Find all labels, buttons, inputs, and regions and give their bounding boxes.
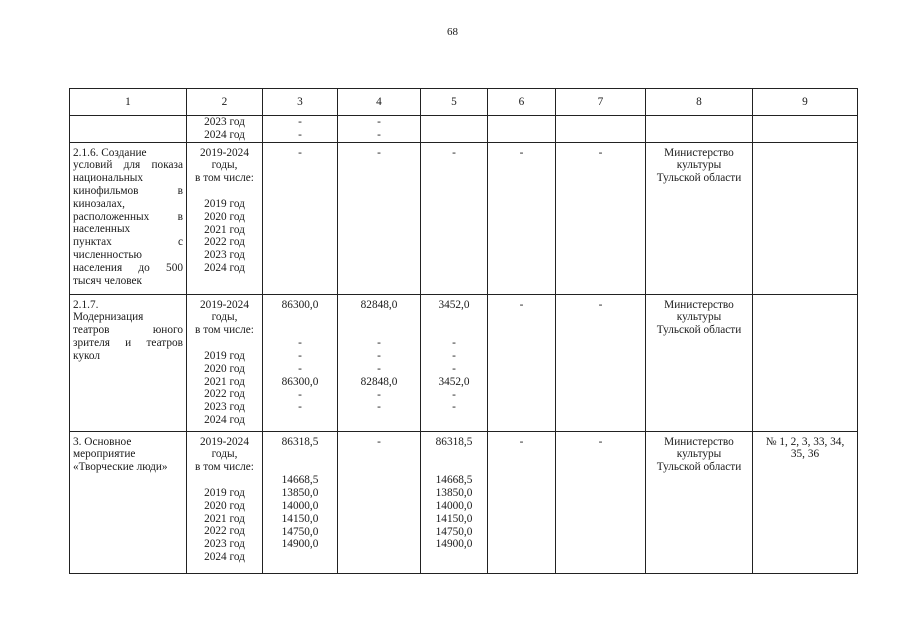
col-header: 2 — [187, 89, 263, 116]
year-label: 2020 год — [204, 499, 245, 512]
header-row — [70, 89, 858, 116]
event-name-line: населения до 500 — [73, 261, 183, 274]
table-row — [70, 294, 858, 431]
year-label: 2019 год — [204, 197, 245, 210]
col-header: 9 — [753, 89, 858, 116]
responsible-cell — [646, 294, 753, 431]
event-name-cell — [70, 142, 187, 294]
year-label: 2024 год — [204, 261, 245, 274]
year-value: 14900,0 — [435, 538, 473, 551]
event-name-line: расположенных в — [73, 210, 183, 223]
total-cell — [263, 431, 338, 573]
col-header: 5 — [421, 89, 488, 116]
regional-budget-cell — [421, 431, 488, 573]
year-value: 14000,0 — [281, 499, 319, 512]
value: - — [519, 298, 524, 311]
year-value: - — [377, 350, 381, 363]
year-label: 2021 год — [204, 223, 245, 236]
value: - — [519, 146, 524, 159]
value: - — [298, 116, 302, 128]
year-value: - — [298, 401, 302, 414]
year-label: 2019 год — [204, 486, 245, 499]
period-text: годы, — [211, 311, 238, 324]
period-cell — [187, 431, 263, 573]
event-name-line: зрителя и театров — [73, 336, 183, 349]
col7-cell — [556, 294, 646, 431]
period-cell — [187, 142, 263, 294]
total-cell — [263, 294, 338, 431]
year-label: 2024 год — [204, 550, 245, 563]
event-name-line: кинозалах, — [73, 197, 125, 210]
event-name-line: населенных — [73, 223, 131, 236]
indicators-cell — [753, 142, 858, 294]
total-cell — [263, 142, 338, 294]
period-text: в том числе: — [195, 461, 254, 474]
col-header: 3 — [263, 89, 338, 116]
indicator-line: № 1, 2, 3, 33, 34, — [765, 435, 845, 448]
year-label: 2024 год — [204, 128, 245, 141]
year-value: 14668,5 — [435, 474, 473, 487]
year-label: 2022 год — [204, 388, 245, 401]
col-header: 8 — [646, 89, 753, 116]
year-value: - — [298, 362, 302, 375]
federal-budget-cell — [338, 431, 421, 573]
year-label: 2019 год — [204, 349, 245, 362]
period-text: годы, — [211, 159, 238, 172]
col7-cell — [556, 142, 646, 294]
federal-cell — [338, 116, 421, 143]
event-name-line: 2.1.6. Создание — [73, 146, 147, 159]
table-row — [70, 431, 858, 573]
total-value: - — [452, 146, 456, 159]
indicator-line: 35, 36 — [790, 448, 820, 461]
table-row — [70, 142, 858, 294]
year-label: 2024 год — [204, 413, 245, 426]
year-value: - — [298, 388, 302, 401]
year-label: 2023 год — [204, 249, 245, 262]
value: - — [377, 116, 381, 128]
period-cell — [187, 294, 263, 431]
total-value: - — [298, 146, 302, 159]
total-value: 86300,0 — [281, 298, 319, 311]
page-number: 68 — [447, 26, 458, 38]
period-text: 2019-2024 — [200, 146, 249, 159]
responsible-line: Министерство — [664, 435, 734, 448]
year-label: 2023 год — [204, 538, 245, 551]
indicators-cell — [753, 431, 858, 573]
regional-budget-cell — [421, 294, 488, 431]
value: - — [519, 435, 524, 448]
value: - — [298, 128, 302, 141]
col-header: 4 — [338, 89, 421, 116]
event-name-line: «Творческие люди» — [73, 461, 168, 474]
year-value: 13850,0 — [435, 487, 473, 500]
col-header: 7 — [556, 89, 646, 116]
year-value: - — [377, 388, 381, 401]
year-value: 14750,0 — [281, 525, 319, 538]
year-label: 2021 год — [204, 512, 245, 525]
col6-cell — [488, 142, 556, 294]
event-name-cell — [70, 294, 187, 431]
year-value: 86300,0 — [281, 375, 319, 388]
federal-budget-cell — [338, 142, 421, 294]
year-value: - — [452, 337, 456, 350]
responsible-line: Министерство — [664, 298, 734, 311]
col6-cell — [488, 431, 556, 573]
year-value: - — [377, 401, 381, 414]
year-label: 2020 год — [204, 210, 245, 223]
responsible-line: Министерство — [664, 146, 734, 159]
federal-budget-cell — [338, 294, 421, 431]
period-text: в том числе: — [195, 172, 254, 185]
program-table — [69, 88, 858, 574]
year-value: 13850,0 — [281, 487, 319, 500]
event-name-cell — [70, 431, 187, 573]
total-value: 3452,0 — [438, 298, 470, 311]
col6-cell — [488, 294, 556, 431]
name-cell — [70, 116, 187, 143]
period-text: годы, — [211, 448, 238, 461]
year-value: - — [452, 401, 456, 414]
year-value: 3452,0 — [438, 375, 470, 388]
year-label: 2022 год — [204, 236, 245, 249]
responsible-cell — [646, 142, 753, 294]
value: - — [377, 128, 381, 141]
value: - — [598, 298, 603, 311]
period-cell — [187, 116, 263, 143]
year-value: 14150,0 — [281, 512, 319, 525]
col-header: 1 — [70, 89, 187, 116]
year-value: - — [452, 362, 456, 375]
event-name-line: численностью — [73, 248, 142, 261]
responsible-line: Тульской области — [656, 461, 742, 474]
event-name-line: кинофильмов в — [73, 184, 183, 197]
total-value: 86318,5 — [281, 435, 319, 448]
year-value: 14668,5 — [281, 474, 319, 487]
table-row-continued — [70, 116, 858, 143]
total-cell — [263, 116, 338, 143]
col-header: 6 — [488, 89, 556, 116]
event-name-line: пунктах с — [73, 236, 183, 249]
year-value: 14000,0 — [435, 499, 473, 512]
year-value: 14900,0 — [281, 538, 319, 551]
event-name-line: мероприятие — [73, 448, 136, 461]
responsible-line: культуры — [676, 159, 722, 172]
year-value: 82848,0 — [360, 375, 398, 388]
total-value: 86318,5 — [435, 435, 473, 448]
regional-budget-cell — [421, 142, 488, 294]
indicators-cell — [753, 294, 858, 431]
responsible-line: культуры — [676, 311, 722, 324]
event-name-line: 2.1.7. — [73, 298, 99, 311]
responsible-line: Тульской области — [656, 324, 742, 337]
value: - — [598, 146, 603, 159]
event-name-line: условий для показа — [73, 159, 183, 172]
year-label: 2023 год — [204, 116, 245, 128]
event-name-line: 3. Основное — [73, 435, 132, 448]
year-label: 2020 год — [204, 362, 245, 375]
year-label: 2022 год — [204, 525, 245, 538]
year-value: - — [377, 362, 381, 375]
responsible-line: Тульской области — [656, 172, 742, 185]
event-name-line: кукол — [73, 349, 101, 362]
year-label: 2023 год — [204, 401, 245, 414]
event-name-line: театров юного — [73, 324, 183, 337]
event-name-line: национальных — [73, 172, 144, 185]
year-value: - — [298, 337, 302, 350]
year-value: 14750,0 — [435, 525, 473, 538]
year-value: - — [452, 350, 456, 363]
value: - — [598, 435, 603, 448]
total-value: 82848,0 — [360, 298, 398, 311]
period-text: 2019-2024 — [200, 298, 249, 311]
col7-cell — [556, 431, 646, 573]
year-value: 14150,0 — [435, 512, 473, 525]
year-value: - — [452, 388, 456, 401]
event-name-line: тысяч человек — [73, 274, 142, 287]
responsible-cell — [646, 431, 753, 573]
year-label: 2021 год — [204, 375, 245, 388]
year-value: - — [298, 350, 302, 363]
total-value: - — [377, 146, 381, 159]
period-text: 2019-2024 — [200, 435, 249, 448]
total-value: - — [377, 435, 381, 448]
responsible-line: культуры — [676, 448, 722, 461]
period-text: в том числе: — [195, 324, 254, 337]
event-name-line: Модернизация — [73, 311, 144, 324]
year-value: - — [377, 337, 381, 350]
